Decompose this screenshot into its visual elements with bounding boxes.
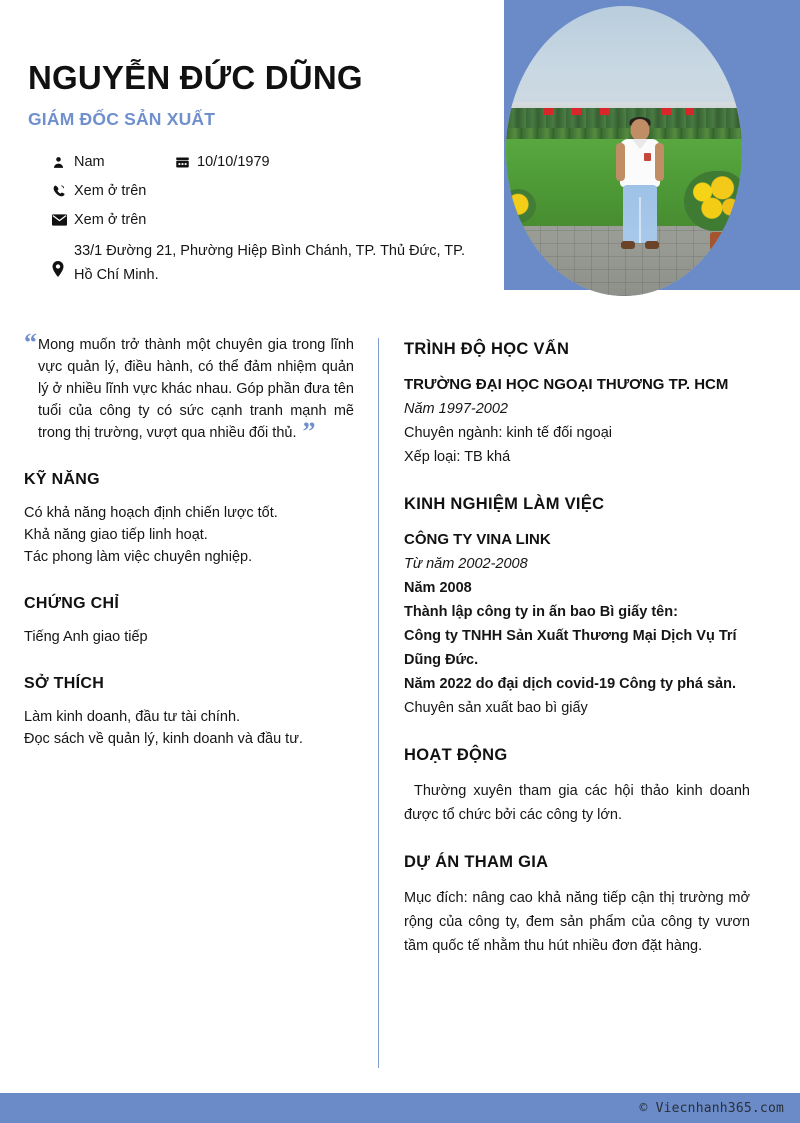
photo-person-shoe-left [621,241,635,249]
photo-person-head [631,119,650,141]
experience-detail: Năm 2022 do đại dịch covid-19 Công ty phá sản. [404,676,736,692]
left-column [24,330,354,750]
contact-gender [52,152,175,172]
experience-company: CÔNG TY VINA LINK [404,531,551,548]
list-item: Tác phong làm việc chuyên nghiệp. [24,549,253,565]
contact-row-phone [52,181,502,201]
quote-open-icon: “ [24,328,37,357]
photo-flower-pot [710,232,736,254]
list-item: Có khả năng hoạch định chiến lược tốt. [24,505,278,521]
cv-header [0,0,800,318]
contact-address-value: 33/1 Đường 21, Phường Hiệp Bình Chánh, TP. Thủ Đức, TP. Hồ Chí Minh. [74,243,465,283]
experience-detail: Thành lập công ty in ấn bao Bì giấy tên: [404,604,678,620]
photo-person-shoe-right [645,241,659,249]
education-title: TRÌNH ĐỘ HỌC VẤN [404,340,570,358]
photo-flag [685,108,694,115]
photo-flag [572,108,581,115]
envelope-icon [52,210,74,230]
projects-text: Mục đích: nâng cao khả năng tiếp cận thị trường mở rộng của công ty, đem sản phẩm của công ty vươn tầm quốc tế nhằm thu hút nhiều đơn đặt hàng. [404,890,750,954]
contact-birthday [175,152,270,172]
photo-flag [600,108,609,115]
list-item: Làm kinh doanh, đầu tư tài chính. [24,709,241,725]
photo-flag [544,108,553,115]
person-icon [52,152,74,172]
cv-body [0,330,800,1070]
experience-period: Từ năm 2002-2008 [404,556,528,572]
hobbies-list [24,706,354,750]
photo-flag [662,108,671,115]
location-pin-icon [52,239,74,277]
contact-row-gender-birthday [52,152,502,172]
profile-photo [506,6,742,296]
education-major: Chuyên ngành: kinh tế đối ngoại [404,425,612,441]
name-block [28,58,498,130]
activities-title: HOẠT ĐỘNG [404,746,508,764]
phone-icon [52,181,74,201]
objective-text [32,334,354,444]
experience-detail: Năm 2008 [404,580,472,596]
photo-person-shirt-logo [644,153,651,161]
activities-text: Thường xuyên tham gia các hội thảo kinh doanh được tổ chức bởi các công ty lớn. [404,783,750,823]
experience-section [404,495,750,720]
education-years: Năm 1997-2002 [404,401,508,417]
photo-person-arm-left [616,143,625,181]
photo-person-arm-right [655,143,664,181]
contact-gender-value: Nam [74,154,105,170]
experience-title: KINH NGHIỆM LÀM VIỆC [404,495,605,513]
copyright-text: © Viecnhanh365.com [639,1100,784,1116]
certificates-list [24,626,354,648]
photo-person-jeans [623,185,657,243]
list-item: Khả năng giao tiếp linh hoạt. [24,527,208,543]
photo-person [612,119,668,281]
hobbies-title: SỞ THÍCH [24,675,105,692]
education-section [404,340,750,469]
skills-title: KỸ NĂNG [24,471,100,488]
contact-info [52,152,502,296]
certificates-title: CHỨNG CHỈ [24,595,120,612]
projects-section [404,853,750,958]
list-item: Tiếng Anh giao tiếp [24,629,148,645]
quote-close-icon: ” [302,417,316,446]
objective-body: Mong muốn trở thành một chuyên gia trong lĩnh vực quản lý, điều hành, có thể đảm nhiệm quản lý ở nhiều lĩnh vực khác nhau. Góp phần đưa tên tuổi của công ty có sức cạnh tranh mạnh mẽ trong thị trường, vượt qua nhiều đối thủ. [38,337,354,441]
education-school: TRƯỜNG ĐẠI HỌC NGOẠI THƯƠNG TP. HCM [404,376,729,393]
photo-flowers-right [684,171,742,231]
calendar-icon [175,152,197,172]
right-column [404,340,750,984]
experience-detail: Công ty TNHH Sản Xuất Thương Mại Dịch Vụ Trí Dũng Đức. [404,628,737,668]
candidate-name: NGUYỄN ĐỨC DŨNG [28,59,363,96]
candidate-job-title: GIÁM ĐỐC SẢN XUẤT [28,108,216,129]
contact-phone-value: Xem ở trên [74,183,147,199]
education-grade: Xếp loại: TB khá [404,449,511,465]
column-divider [378,338,379,1068]
contact-row-email [52,210,502,230]
list-item: Đọc sách về quản lý, kinh doanh và đầu tư. [24,731,303,747]
contact-email-value: Xem ở trên [74,212,147,228]
experience-detail: Chuyên sản xuất bao bì giấy [404,700,588,716]
skills-list [24,502,354,568]
contact-row-address [52,239,502,287]
activities-section [404,746,750,827]
projects-title: DỰ ÁN THAM GIA [404,853,549,871]
contact-birthday-value: 10/10/1979 [197,154,270,170]
page-footer [0,1093,800,1123]
objective-section [24,330,354,444]
